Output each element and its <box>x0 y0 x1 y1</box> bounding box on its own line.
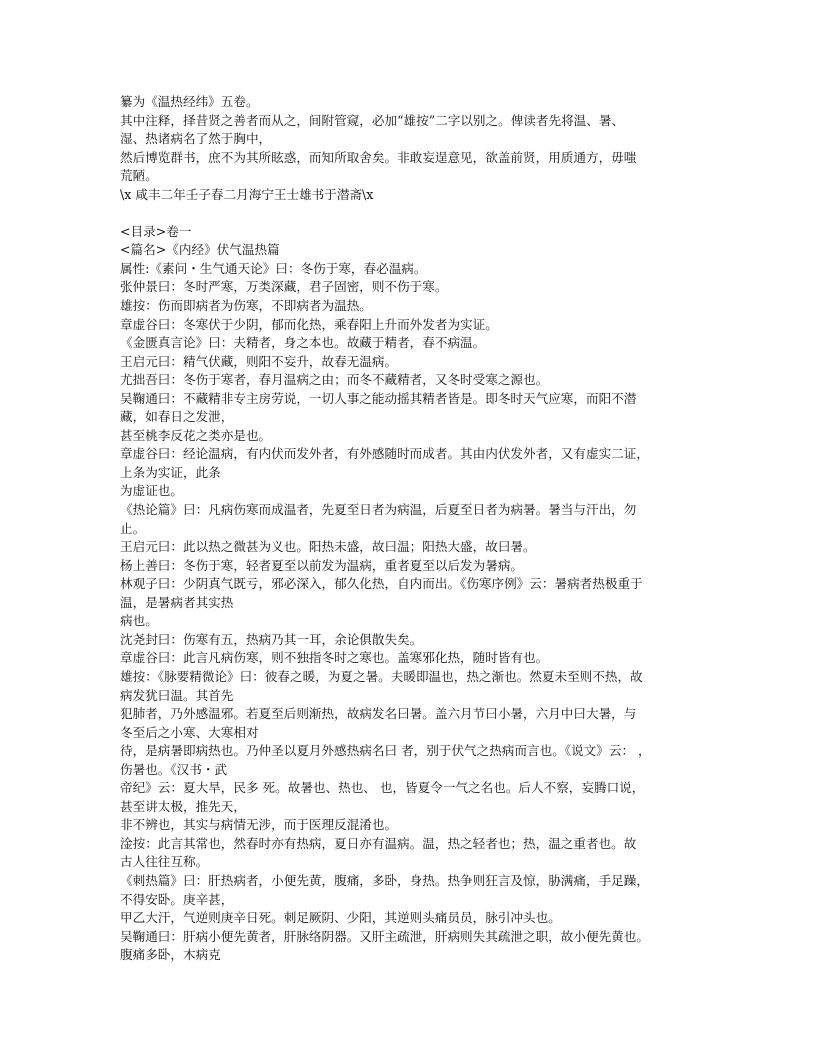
text-line: 《刺热篇》曰：肝热病者，小便先黄，腹痛，多卧，身热。热争则狂言及惊，胁满痛，手足躁， <box>120 872 649 888</box>
text-line: 章虚谷曰：经论温病，有内伏而发外者，有外感随时而成者。其由内伏发外者，又有虚实二证， <box>120 446 649 462</box>
text-line: 纂为《温热经纬》五卷。 <box>120 94 259 109</box>
text-line: 甚至讲太极，推先天， <box>120 798 246 814</box>
text-line: 王启元曰：此以热之微甚为义也。阳热未盛，故曰温；阳热大盛，故曰暑。 <box>120 539 536 555</box>
text-line: 章虚谷曰：此言凡病伤寒，则不独指冬时之寒也。盖寒邪化热，随时皆有也。 <box>120 650 549 666</box>
text-line: 上条为实证，此条 <box>120 464 221 480</box>
text-line: 伤暑也。《汉书・武 <box>120 761 228 777</box>
text-line: 甲乙大汗，气逆则庚辛日死。刺足厥阴、少阳，其逆则头痛员员，脉引冲头也。 <box>120 910 561 926</box>
text-line: 待，是病暑即病热也。乃仲圣以夏月外感热病名曰 者，别于伏气之热病而言也。《说文》云： ， <box>120 743 651 759</box>
text-line: 犯肺者，乃外感温邪。若夏至后则渐热，故病发名曰暑。盖六月节曰小暑，六月中曰大暑，与 <box>120 706 637 722</box>
text-line: 荒陋。 <box>120 168 158 184</box>
text-line: 杨上善曰：冬伤于寒，轻者夏至以前发为温病，重者夏至以后发为暑病。 <box>120 557 523 573</box>
text-line: \x 咸丰二年壬子春二月海宁王士雄书于潜斋\x <box>120 186 374 202</box>
text-line: 温，是暑病者其实热 <box>120 594 234 610</box>
text-line: 甚至桃李反花之类亦是也。 <box>120 427 272 443</box>
text-line: <篇名>《内经》伏气温热篇 <box>120 242 280 258</box>
text-line: 帝纪》云：夏大旱，民多 死。故暑也、热也、 也，皆夏令一气之名也。后人不察，妄腾口说， <box>120 780 645 796</box>
text-line: 王启元曰：精气伏藏，则阳不妄升，故春无温病。 <box>120 353 398 369</box>
text-line: 病发犹曰温。其首先 <box>120 687 234 703</box>
text-line: 古人往往互称。 <box>120 854 209 870</box>
text-line: 雄按：伤而即病者为伤寒，不即病者为温热。 <box>120 298 372 314</box>
document-body <box>120 93 700 965</box>
text-line: 不得安卧。庚辛甚， <box>120 891 234 907</box>
text-line: 尤拙吾曰：冬伤于寒者，春月温病之由；而冬不藏精者，又冬时受寒之源也。 <box>120 372 549 388</box>
text-line: 吴鞠通曰：不藏精非专主房劳说，一切人事之能动摇其精者皆是。即冬时天气应寒，而阳不潜 <box>120 390 637 406</box>
text-line: 非不辨也，其实与病情无涉，而于医理反混淆也。 <box>120 817 398 833</box>
text-line: 腹痛多卧，木病克 <box>120 947 221 963</box>
text-line: 病也。 <box>120 613 158 629</box>
text-line: 章虚谷曰：冬寒伏于少阴，郁而化热，乘春阳上升而外发者为实证。 <box>120 316 498 332</box>
text-line: 其中注释，择昔贤之善者而从之，间附管窥，必加“雄按”二字以别之。俾读者先将温、暑、 <box>120 112 625 128</box>
text-line: 沈尧封曰：伤寒有五，热病乃其一耳，余论俱散失矣。 <box>120 631 423 647</box>
text-line: 属性:《素问・生气通天论》曰：冬伤于寒，春必温病。 <box>120 260 427 276</box>
text-line: 雄按：《脉要精微论》曰：彼春之暖，为夏之暑。夫暖即温也，热之渐也。然夏未至则不热，故 <box>120 668 643 684</box>
text-line: 止。 <box>120 520 146 536</box>
text-line: 藏，如春日之发泄， <box>120 409 234 425</box>
text-line: 淦按：此言其常也，然春时亦有热病，夏日亦有温病。温，热之轻者也；热，温之重者也。故 <box>120 835 637 851</box>
text-line: 为虚证也。 <box>120 483 183 499</box>
text-line: 冬至后之小寒、大寒相对 <box>120 724 259 740</box>
text-line: 《金匮真言论》曰：夫精者，身之本也。故藏于精者，春不病温。 <box>120 335 486 351</box>
text-line: 张仲景曰：冬时严寒，万类深藏，君子固密，则不伤于寒。 <box>120 279 448 295</box>
text-line <box>120 204 700 223</box>
text-line: 湿、热诸病名了然于胸中， <box>120 131 272 147</box>
text-line: 吴鞠通曰：肝病小便先黄者，肝脉络阴器。又肝主疏泄，肝病则失其疏泄之职，故小便先黄也。 <box>120 928 649 944</box>
text-line: 然后博览群书，庶不为其所眩惑，而知所取舍矣。非敢妄逞意见，欲盖前贤，用质通方，毋嗤 <box>120 149 637 165</box>
text-line: 林观子曰：少阴真气既亏，邪必深入，郁久化热，自内而出。《伤寒序例》云：暑病者热极重于 <box>120 576 643 592</box>
text-line: <目录>卷一 <box>120 223 192 239</box>
text-line: 《热论篇》曰：凡病伤寒而成温者，先夏至日者为病温，后夏至日者为病暑。暑当与汗出，勿 <box>120 502 637 518</box>
